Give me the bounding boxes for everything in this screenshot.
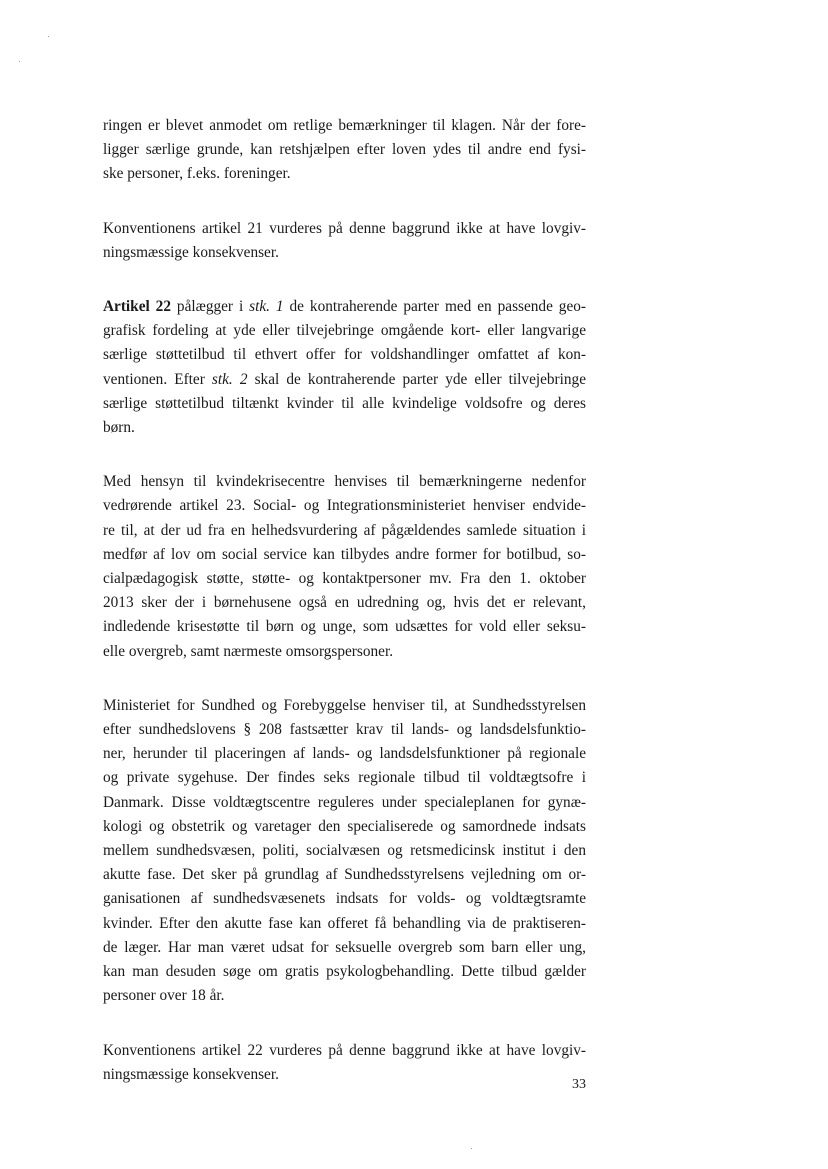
text-run: de læger. Har man været udsat for seksuelle overgreb som barn eller ung,: [103, 938, 586, 956]
text-line: [103, 241, 586, 265]
text-run: cialpædagogisk støtte, støtte- og kontaktpersoner mv. Fra den 1. oktober: [103, 570, 586, 588]
text-run: de kontraherende parter med en passende geo-: [283, 298, 586, 316]
text-line: [103, 319, 586, 343]
text-line: [103, 567, 586, 591]
text-line: [103, 815, 586, 839]
text-run: ringen er blevet anmodet om retlige bemærkninger til klagen. Når der fore-: [103, 117, 586, 134]
text-run: grafisk fordeling at yde eller tilvejebringe omgående kort- eller langvarige: [103, 322, 586, 340]
text-line: [103, 912, 586, 936]
text-line: [103, 984, 586, 1008]
text-run: kologi og obstetrik og varetager den specialiserede og samordnede indsats: [103, 817, 586, 835]
text-line: [103, 1039, 586, 1063]
text-line: [103, 936, 586, 960]
text-line: [103, 640, 586, 664]
text-run: kvinder. Efter den akutte fase kan offeret få behandling via de praktiseren-: [103, 914, 586, 932]
text-run: 2013 sker der i børnehusene også en udredning og, hvis det er relevant,: [103, 594, 586, 612]
italic-text: stk. 1: [249, 298, 284, 316]
text-line: [103, 217, 586, 241]
text-run: re til, at der ud fra en helhedsvurdering af pågældendes samlede situation i: [103, 521, 586, 539]
text-line: [103, 839, 586, 863]
text-line: [103, 742, 586, 766]
text-run: børn.: [103, 419, 135, 437]
text-run: særlige støttetilbud tiltænkt kvinder til alle kvindelige voldsofre og deres: [103, 394, 586, 412]
text-line: [103, 470, 586, 494]
text-line: [103, 494, 586, 518]
text-line: [103, 295, 586, 319]
text-run: kan man desuden søge om gratis psykologbehandling. Dette tilbud gælder: [103, 963, 586, 981]
text-line: [103, 694, 586, 718]
text-line: [103, 368, 586, 392]
text-run: og private sygehuse. Der findes seks regionale tilbud til voldtægtsofre i: [103, 769, 586, 787]
text-run: ningsmæssige konsekvenser.: [103, 1065, 279, 1083]
document-body: [103, 114, 586, 1117]
text-run: Danmark. Disse voldtægtscentre reguleres under specialeplanen for gynæ-: [103, 793, 586, 811]
italic-text: stk. 2: [211, 370, 248, 388]
text-line: [103, 519, 586, 543]
text-run: Konventionens artikel 22 vurderes på denne baggrund ikke at have lovgiv-: [103, 1041, 586, 1059]
text-run: ganisationen af sundhedsvæsenets indsats for volds- og voldtægtsramte: [103, 890, 586, 908]
text-run: Ministeriet for Sundhed og Forebyggelse henviser til, at Sundhedsstyrelsen: [103, 696, 586, 714]
text-run: ner, herunder til placeringen af lands- og landsdelsfunktioner på regionale: [103, 745, 586, 763]
bold-text: Artikel 22: [103, 298, 171, 316]
paragraph: [103, 217, 586, 265]
text-run: ske personer, f.eks. foreninger.: [103, 165, 291, 183]
text-run: mellem sundhedsvæsen, politi, socialvæsen og retsmedicinsk institut i den: [103, 842, 586, 860]
text-run: pålægger i: [170, 298, 250, 316]
text-run: ventionen. Efter: [103, 370, 212, 388]
text-line: [103, 887, 586, 911]
text-run: personer over 18 år.: [103, 987, 225, 1005]
text-line: [103, 114, 586, 138]
text-line: [103, 960, 586, 984]
scan-speck: [471, 1148, 472, 1149]
text-run: efter sundhedslovens § 208 fastsætter krav til lands- og landsdelsfunktio-: [103, 721, 586, 739]
text-run: medfør af lov om social service kan tilbydes andre former for botilbud, so-: [103, 545, 586, 563]
text-line: [103, 766, 586, 790]
text-run: elle overgreb, samt nærmeste omsorgspersoner.: [103, 642, 394, 660]
text-run: ligger særlige grunde, kan retshjælpen efter loven ydes til andre end fysi-: [103, 141, 586, 159]
paragraph: [103, 1039, 586, 1087]
text-line: [103, 718, 586, 742]
text-line: [103, 1063, 586, 1087]
text-line: [103, 162, 586, 186]
text-run: Konventionens artikel 21 vurderes på denne baggrund ikke at have lovgiv-: [103, 219, 586, 237]
text-run: skal de kontraherende parter yde eller tilvejebringe: [247, 370, 586, 388]
text-run: akutte fase. Det sker på grundlag af Sundhedsstyrelsens vejledning om or-: [103, 866, 586, 884]
text-run: vedrørende artikel 23. Social- og Integrationsministeriet henviser endvide-: [103, 497, 586, 515]
paragraph: [103, 295, 586, 440]
text-run: ningsmæssige konsekvenser.: [103, 243, 279, 261]
paragraph: [103, 114, 586, 187]
text-line: [103, 392, 586, 416]
text-line: [103, 416, 586, 440]
text-line: [103, 615, 586, 639]
paragraph: [103, 470, 586, 664]
text-line: [103, 591, 586, 615]
text-line: [103, 791, 586, 815]
scan-speck: [19, 61, 20, 62]
text-line: [103, 863, 586, 887]
paragraph: [103, 694, 586, 1009]
text-line: [103, 343, 586, 367]
text-line: [103, 138, 586, 162]
text-run: særlige støttetilbud til ethvert offer for voldshandlinger omfattet af kon-: [103, 346, 586, 364]
text-line: [103, 543, 586, 567]
text-run: indledende krisestøtte til børn og unge, som udsættes for vold eller seksu-: [103, 618, 586, 636]
text-run: Med hensyn til kvindekrisecentre henvises til bemærkningerne nedenfor: [103, 473, 586, 491]
scan-speck: [48, 36, 49, 37]
page-number: 33: [572, 1077, 586, 1092]
